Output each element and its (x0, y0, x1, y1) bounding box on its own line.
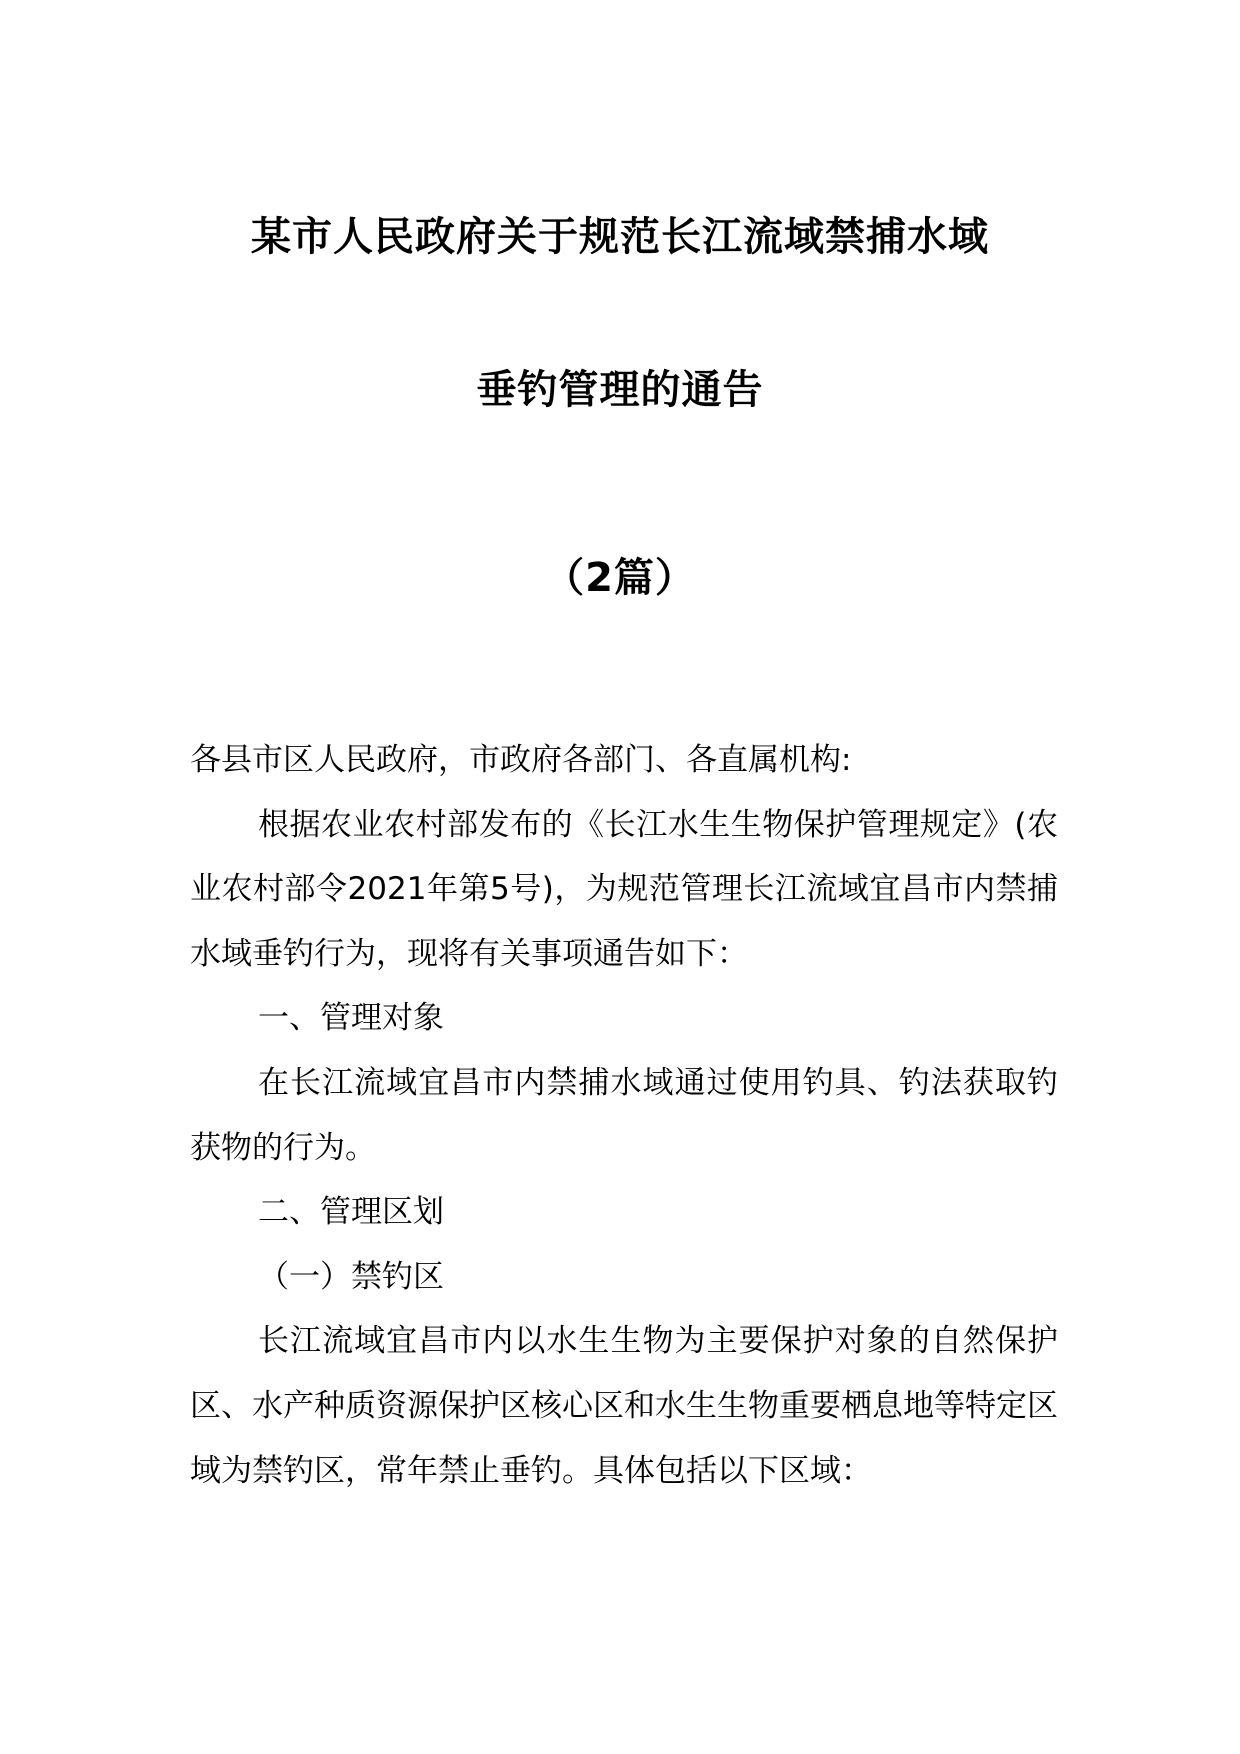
document-body (190, 728, 1058, 1503)
heading-management-zoning: 二、管理区划 (258, 1194, 444, 1231)
paragraph-no-fishing-zone: 长江流域宜昌市内以水生生物为主要保护对象的自然保护区、水产种质资源保护区核心区和水生生物重要栖息地等特定区域为禁钓区，常年禁止垂钓。具体包括以下区域： (190, 1323, 1058, 1489)
document-title-line-2: 垂钓管理的通告 (476, 367, 764, 413)
salutation: 各县市区人民政府，市政府各部门、各直属机构: (190, 742, 852, 778)
subheading-no-fishing-zone: （一）禁钓区 (258, 1258, 444, 1295)
paragraph-management-object: 在长江流域宜昌市内禁捕水域通过使用钓具、钓法获取钓获物的行为。 (190, 1064, 1058, 1166)
paragraph-basis: 根据农业农村部发布的《长江水生生物保护管理规定》(农业农村部令2021年第5号)，为规范管理长江流域宜昌市内禁捕水域垂钓行为，现将有关事项通告如下： (190, 806, 1058, 972)
heading-management-object: 一、管理对象 (258, 1000, 444, 1037)
document-count-label: （2篇） (544, 555, 696, 601)
document-title-line-1: 某市人民政府关于规范长江流域禁捕水域 (251, 214, 989, 260)
